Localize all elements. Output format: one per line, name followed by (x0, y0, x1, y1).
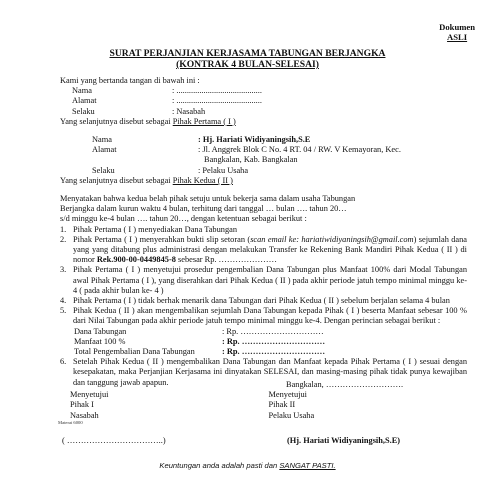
party1-address-value: : ......................................... (172, 96, 262, 106)
stamp-line1: Dokumen (439, 22, 475, 32)
term-2-account-number: Rek.900-00-0449845-8 (96, 255, 176, 265)
fund-savings-label: Dana Tabungan (74, 326, 127, 336)
party1-role-row (72, 107, 467, 117)
term-5: 5. Pihak Kedua ( II ) akan mengembalikan sejumlah Dana Tabungan kepada Pihak ( I ) beserta Manfaat sebesar 100 % dari Nilai Tabungan pada akhir periode jatuh tempo minimal minggu ke-4. Dengan perincian sebagai berikut : (60, 306, 467, 326)
sig-right-line2: Pihak II (268, 400, 296, 410)
title-line2: (KONTRAK 4 BULAN-SELESAI) (176, 59, 319, 70)
term-2-text (73, 235, 467, 266)
footer-tagline (0, 461, 495, 470)
party2-role-label: Selaku (92, 165, 115, 175)
term-3: 3. Pihak Pertama ( I ) menyetujui prosedur pengembalian Dana Tabungan plus Manfaat 100% dari Modal Tabungan awal Pihak Pertama ( I ), yang diserahkan dari Pihak Kedua ( II ) pada akhir periode jatuh tempo minimal minggu ke-4 ( pada akhir bulan ke- 4 ) (60, 265, 467, 295)
party2-ref-name: Pihak Kedua ( II ) (172, 175, 233, 185)
agreement-line1: Menyatakan bahwa kedua belah pihak setuju untuk bekerja sama dalam usaha Tabungan (60, 194, 356, 204)
party2-reference (60, 176, 467, 186)
term-2-email: scan email ke: hariatiwidiyaningsih@gmail.com (250, 234, 414, 244)
party1-address-label: Alamat (72, 96, 97, 106)
stamp-line2: ASLI (447, 32, 468, 42)
footer-text: Keuntungan anda adalah pasti dan (159, 461, 280, 470)
term-3-text: Pihak Pertama ( I ) menyetujui prosedur pengembalian Dana Tabungan plus Manfaat 100% dari Modal Tabungan awal Pihak Pertama ( I ), yang diserahkan dari Pihak Kedua ( II ) pada akhir periode jatuh tempo minimal minggu ke-4 ( pada akhir bulan ke- 4 ) (73, 265, 467, 295)
sig-right-line1: Menyetujui (268, 390, 307, 400)
party1-address-row (72, 96, 467, 106)
original-document-stamp (439, 22, 475, 42)
fund-row-total (74, 347, 467, 357)
term-1-text: Pihak Pertama ( I ) menyediakan Dana Tabungan (73, 224, 237, 234)
sig-left-line2: Pihak I (70, 400, 94, 410)
agreement-line3: s/d minggu ke-4 bulan …. tahun 20…, dengan ketentuan sebagai berikut : (60, 214, 307, 224)
party1-block (60, 86, 467, 117)
signature-block (60, 380, 467, 421)
fund-total-value: : Rp. ………………………… (222, 347, 326, 357)
term-1: 1. Pihak Pertama ( I ) menyediakan Dana Tabungan (60, 225, 467, 235)
term-6: 6. Setelah Pihak Kedua ( II ) mengembalikan Dana Tabungan dan Manfaat kepada Pihak Pertama ( I ) sesuai dengan kesepakatan, maka Perjanjian Kerjasama ini dinyatakan SELESAI, dan masing-masing pihak tidak punya kewajiban dan tanggung jawab apapun. (60, 357, 467, 387)
stamp-duty-note: Materai 6000 (58, 420, 83, 425)
sig-left-line1: Menyetujui (70, 390, 109, 400)
party1-name-label: Nama (72, 86, 92, 96)
fund-breakdown (60, 327, 467, 358)
signature-columns (60, 390, 467, 421)
sign-line-left: ( ……………………………..) (62, 436, 166, 445)
fund-benefit-value: : Rp. ………………………… (222, 336, 326, 346)
intro-line: Kami yang bertanda tangan di bawah ini : (60, 76, 200, 85)
term-4-text: Pihak Pertama ( I ) tidak berhak menarik dana Tabungan dari Pihak Kedua ( II ) sebelum berjalan selama 4 bulan (73, 296, 450, 306)
fund-row-benefit (74, 337, 467, 347)
term-6-text: Setelah Pihak Kedua ( II ) mengembalikan Dana Tabungan dan Manfaat kepada Pihak Pertama ( I ) sesuai dengan kesepakatan, maka Perjanjian Kerjasama ini dinyatakan SELESAI, dan masing-masing pihak tidak punya kewajiban dan tanggung jawab apapun. (73, 357, 467, 387)
term-2-part-c: sebesar Rp. ………………… (175, 255, 277, 265)
document-body (60, 76, 467, 388)
sign-line-right: (Hj. Hariati Widiyaningsih,S.E) (287, 436, 401, 445)
party1-role-value: : Nasabah (172, 106, 206, 116)
party2-address-label: Alamat (92, 145, 117, 155)
term-2-part-a: Pihak Pertama ( I ) menyerahkan bukti slip setoran ( (73, 234, 251, 244)
agreement-paragraph (60, 194, 467, 225)
fund-savings-value: : Rp. ………………………… (222, 326, 324, 336)
document-title (0, 48, 495, 70)
party2-role-row (92, 166, 467, 176)
party2-role-value: : Pelaku Usaha (198, 165, 249, 175)
party1-name-row (72, 86, 467, 96)
party2-address-value: : Jl. Anggrek Blok C No. 4 RT. 04 / RW. V Kemayoran, Kec. (198, 145, 401, 155)
party1-ref-prefix: Yang selanjutnya disebut sebagai (60, 116, 173, 126)
party1-role-label: Selaku (72, 106, 95, 116)
term-5-text: Pihak Kedua ( II ) akan mengembalikan sejumlah Dana Tabungan kepada Pihak ( I ) beserta Manfaat sebesar 100 % dari Nilai Tabungan pada akhir periode jatuh tempo minimal minggu ke-4. Dengan perincian sebagai berikut : (73, 306, 467, 326)
party2-address-value2: Bangkalan, Kab. Bangkalan (204, 155, 298, 165)
party2-name-value: : Hj. Hariati Widiyaningsih,S.E (198, 135, 311, 145)
title-line1: SURAT PERJANJIAN KERJASAMA TABUNGAN BERJANGKA (109, 48, 386, 59)
party2-name-label: Nama (92, 135, 112, 145)
fund-total-label: Total Pengembalian Dana Tabungan (74, 347, 195, 357)
term-2: 2. Pihak Pertama ( I ) menyerahkan bukti slip setoran (scan email ke: hariatiwidiyaningsih@gmail.com) sejumlah dana yang yang ditabung plus administrasi dengan melakukan Transfer ke Rekening Bank Mandiri Pihak Kedua ( II ) di nomor Rek.900-00-0449845-8 sebesar Rp. ………………… (60, 234, 468, 265)
fund-benefit-label: Manfaat 100 % (74, 336, 126, 346)
party2-name-row (92, 135, 467, 145)
signature-right (269, 390, 468, 421)
sig-left-line3: Nasabah (70, 410, 99, 420)
party1-reference (60, 117, 467, 127)
party2-block (60, 135, 467, 176)
footer-emphasis: SANGAT PASTI. (279, 461, 336, 470)
party2-address-row (92, 145, 467, 155)
signature-left (70, 390, 269, 421)
agreement-line2: Berjangka dalam kurun waktu 4 bulan, terhitung dari tanggal … bulan …. tahun 20… (60, 204, 347, 214)
party1-name-value: : ......................................... (172, 86, 262, 96)
sig-right-line3: Pelaku Usaha (268, 410, 315, 420)
signature-lines (62, 436, 467, 445)
term-4: 4. Pihak Pertama ( I ) tidak berhak menarik dana Tabungan dari Pihak Kedua ( II ) sebelum berjalan selama 4 bulan (60, 296, 467, 306)
party2-address-row2 (92, 155, 467, 165)
fund-row-savings (74, 327, 467, 337)
party1-ref-name: Pihak Pertama ( I ) (172, 116, 236, 126)
party2-ref-prefix: Yang selanjutnya disebut sebagai (60, 175, 173, 185)
term-2-part-b: ) sejumlah dana yang yang ditabung plus administrasi dengan melakukan Transfer ke Rekening Bank Mandiri Pihak Kedua ( II ) di nomor (73, 234, 468, 265)
signature-place-date: Bangkalan, ………………………. (286, 380, 404, 389)
